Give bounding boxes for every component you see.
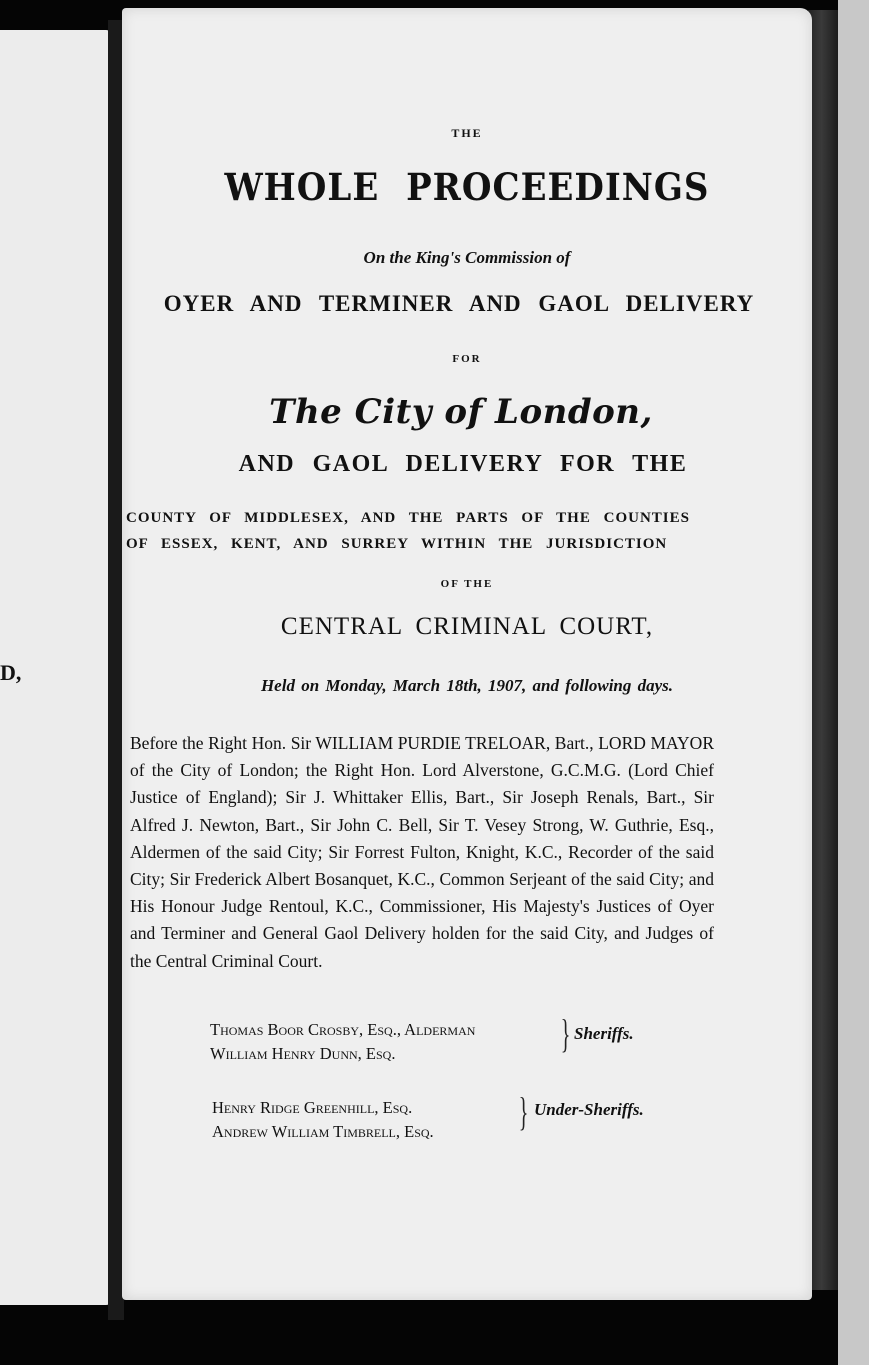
sheriff-name: William Henry Dunn, Esq. — [210, 1044, 396, 1063]
under-sheriffs-brace: } — [518, 1089, 529, 1134]
commission-line: On the King's Commission of — [363, 248, 571, 267]
oyer-terminer-line: OYER AND TERMINER AND GAOL DELIVERY — [163, 291, 755, 316]
court-heading: CENTRAL CRIMINAL COURT, — [280, 613, 654, 640]
book-edge — [808, 10, 838, 1290]
background-edge — [838, 0, 869, 1365]
under-sheriffs-names — [212, 1096, 434, 1144]
sheriffs-names — [210, 1018, 475, 1066]
essex-line: OF ESSEX, KENT, AND SURREY WITHIN THE JURISDICTION — [126, 536, 668, 552]
left-page-text-fragment: D, — [0, 660, 22, 685]
of-the-line: OF THE — [440, 578, 494, 590]
left-facing-page — [0, 30, 112, 1305]
under-sheriff-name: Andrew William Timbrell, Esq. — [212, 1122, 434, 1141]
for-line: FOR — [452, 353, 482, 365]
under-sheriff-name: Henry Ridge Greenhill, Esq. — [212, 1098, 413, 1117]
gaol-delivery-line: AND GAOL DELIVERY FOR THE — [238, 451, 688, 477]
heading-the: THE — [451, 126, 483, 140]
city-of-london-heading: The City of London, — [269, 392, 653, 432]
under-sheriffs-label: Under-Sheriffs. — [534, 1100, 644, 1119]
county-line: COUNTY OF MIDDLESEX, AND THE PARTS OF THE COUNTIES — [126, 510, 690, 526]
held-date-line: Held on Monday, March 18th, 1907, and following days. — [260, 676, 674, 695]
title-page — [122, 8, 812, 1300]
judges-paragraph: Before the Right Hon. Sir WILLIAM PURDIE TRELOAR, Bart., LORD MAYOR of the City of London; the Right Hon. Lord Alverstone, G.C.M.G. (Lord Chief Justice of England); Sir J. Whittaker Ellis, Bart., Sir Joseph Renals, Bart., Sir Alfred J. Newton, Bart., Sir John C. Bell, Sir T. Vesey Strong, W. Guthrie, Esq., Aldermen of the said City; Sir Forrest Fulton, Knight, K.C., Recorder of the said City; Sir Frederick Albert Bosanquet, K.C., Common Serjeant of the said City; and His Honour Judge Rentoul, K.C., Commissioner, His Majesty's Justices of Oyer and Terminer and General Gaol Delivery holden for the said City, and Judges of the Central Criminal Court. — [130, 733, 714, 971]
heading-whole-proceedings: WHOLE PROCEEDINGS — [224, 166, 710, 210]
sheriff-name: Thomas Boor Crosby, Esq., Alderman — [210, 1020, 476, 1039]
sheriffs-label: Sheriffs. — [574, 1024, 634, 1043]
sheriffs-brace: } — [560, 1011, 571, 1056]
